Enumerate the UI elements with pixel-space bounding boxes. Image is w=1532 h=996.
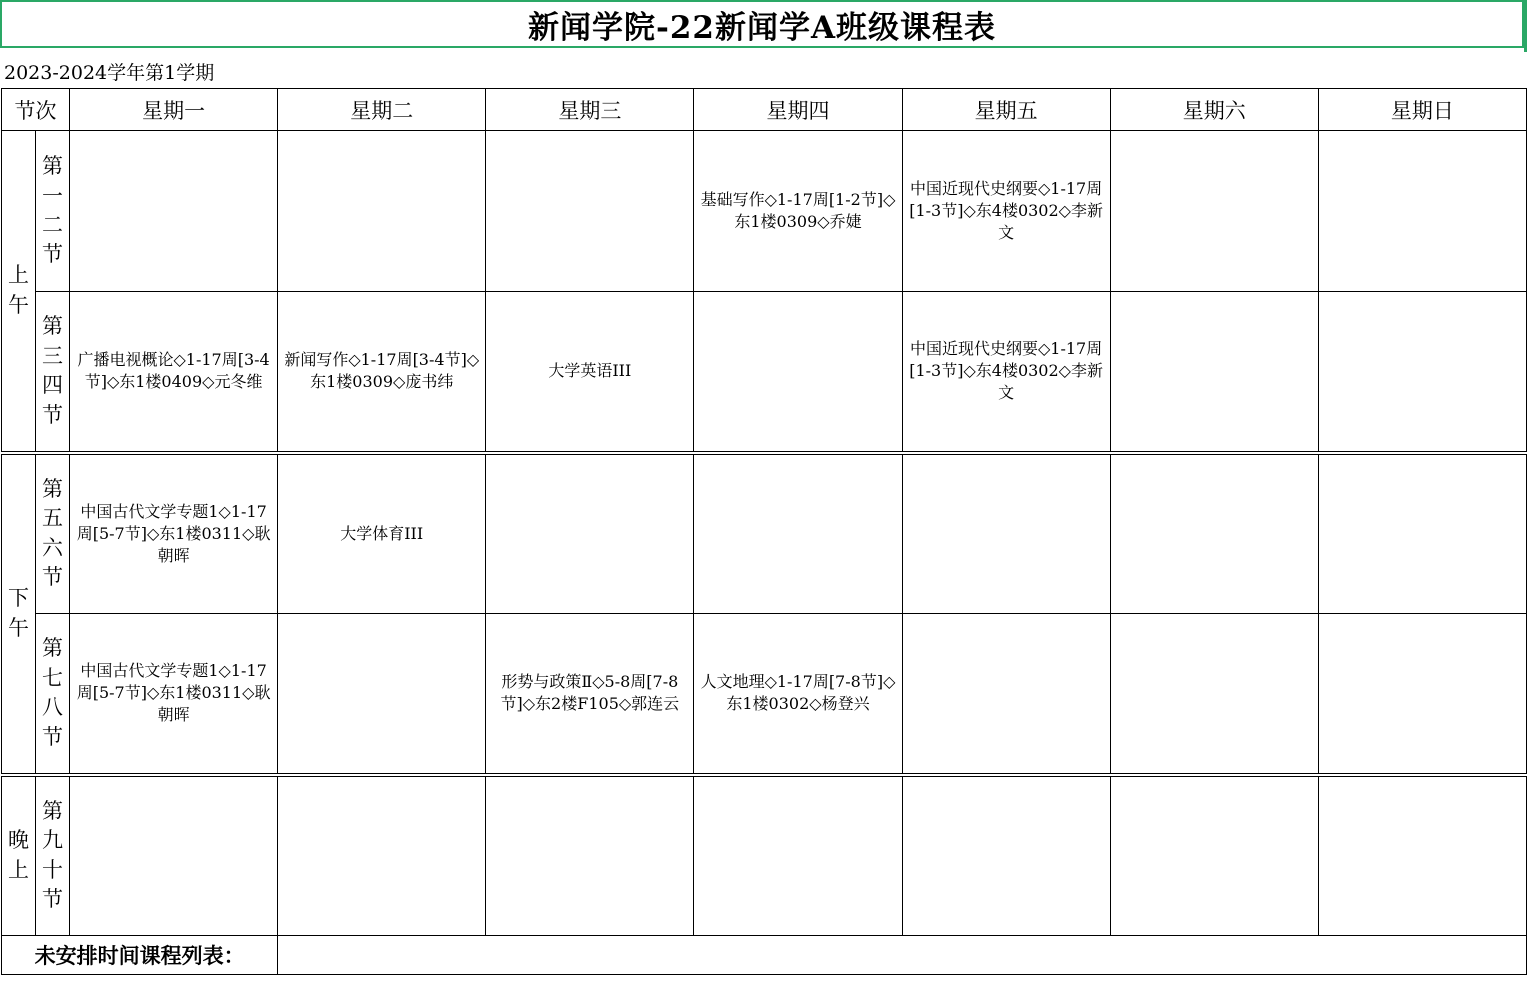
course-cell[interactable]	[1318, 614, 1526, 775]
vertical-label	[2, 826, 35, 885]
course-cell[interactable]: 人文地理◇1-17周[7-8节]◇东1楼0302◇杨登兴	[694, 614, 902, 775]
vertical-label-char: 四	[42, 373, 64, 398]
vertical-label	[36, 797, 69, 915]
vertical-label-char: 上	[8, 857, 29, 882]
course-cell[interactable]: 基础写作◇1-17周[1-2节]◇东1楼0309◇乔婕	[694, 131, 902, 292]
vertical-label-char: 第	[42, 314, 64, 339]
vertical-label-char: 六	[42, 535, 64, 560]
course-cell[interactable]	[486, 775, 694, 936]
table-row	[2, 292, 1527, 453]
vertical-label-char: 九	[42, 828, 64, 853]
section-afternoon	[2, 453, 36, 775]
vertical-label-char: 上	[8, 263, 29, 288]
vertical-label-char: 五	[42, 506, 64, 531]
vertical-label-char: 节	[42, 887, 64, 912]
course-cell[interactable]	[694, 453, 902, 614]
course-cell[interactable]	[1318, 775, 1526, 936]
course-cell[interactable]	[486, 453, 694, 614]
day-header: 星期二	[278, 89, 486, 131]
header-row	[2, 89, 1527, 131]
course-cell[interactable]	[1110, 131, 1318, 292]
course-cell[interactable]	[278, 614, 486, 775]
course-cell[interactable]	[902, 453, 1110, 614]
vertical-label	[2, 261, 35, 320]
term-label: 2023-2024学年第1学期	[4, 62, 215, 84]
section-evening	[2, 775, 36, 936]
course-cell[interactable]	[1318, 131, 1526, 292]
vertical-label-char: 第	[42, 154, 64, 179]
course-cell[interactable]	[694, 292, 902, 453]
vertical-label-char: 一	[42, 183, 64, 208]
day-header: 星期六	[1110, 89, 1318, 131]
vertical-label	[2, 584, 35, 643]
timetable	[1, 88, 1527, 975]
unscheduled-list[interactable]	[278, 936, 1527, 975]
section-morning	[2, 131, 36, 453]
vertical-label-char: 三	[42, 343, 64, 368]
period-label	[36, 292, 70, 453]
course-cell[interactable]	[694, 775, 902, 936]
course-cell[interactable]: 大学体育III	[278, 453, 486, 614]
course-cell[interactable]: 中国近现代史纲要◇1-17周[1-3节]◇东4楼0302◇李新文	[902, 131, 1110, 292]
course-cell[interactable]	[1318, 453, 1526, 614]
unscheduled-label: 未安排时间课程列表：	[2, 936, 278, 975]
vertical-label-char: 第	[42, 798, 64, 823]
vertical-label-char: 节	[42, 724, 64, 749]
vertical-label-char: 午	[8, 292, 29, 317]
vertical-label-char: 下	[8, 586, 29, 611]
course-cell[interactable]: 形势与政策Ⅱ◇5-8周[7-8节]◇东2楼F105◇郭连云	[486, 614, 694, 775]
course-cell[interactable]: 大学英语III	[486, 292, 694, 453]
day-header: 星期四	[694, 89, 902, 131]
course-cell[interactable]: 广播电视概论◇1-17周[3-4节]◇东1楼0409◇元冬维	[70, 292, 278, 453]
course-cell[interactable]	[902, 775, 1110, 936]
vertical-label	[36, 312, 69, 430]
day-header: 星期日	[1318, 89, 1526, 131]
course-cell[interactable]: 新闻写作◇1-17周[3-4节]◇东1楼0309◇庞书纬	[278, 292, 486, 453]
course-cell[interactable]	[278, 131, 486, 292]
vertical-label-char: 第	[42, 476, 64, 501]
period-label	[36, 131, 70, 292]
course-cell[interactable]: 中国古代文学专题1◇1-17周[5-7节]◇东1楼0311◇耿朝晖	[70, 614, 278, 775]
page-title: 新闻学院-22新闻学A班级课程表	[0, 0, 1524, 48]
course-cell[interactable]	[902, 614, 1110, 775]
day-header: 星期三	[486, 89, 694, 131]
vertical-label	[36, 152, 69, 270]
course-cell[interactable]: 中国近现代史纲要◇1-17周[1-3节]◇东4楼0302◇李新文	[902, 292, 1110, 453]
course-cell[interactable]	[70, 775, 278, 936]
period-label	[36, 453, 70, 614]
unscheduled-row	[2, 936, 1527, 975]
vertical-label-char: 晚	[8, 828, 29, 853]
period-label	[36, 775, 70, 936]
course-cell[interactable]	[278, 775, 486, 936]
course-cell[interactable]	[1318, 292, 1526, 453]
course-cell[interactable]	[486, 131, 694, 292]
table-row	[2, 614, 1527, 775]
vertical-label-char: 节	[42, 402, 64, 427]
table-row	[2, 775, 1527, 936]
vertical-label-char: 十	[42, 857, 64, 882]
period-header: 节次	[2, 89, 70, 131]
vertical-label-char: 第	[42, 636, 64, 661]
course-cell[interactable]	[1110, 292, 1318, 453]
vertical-label	[36, 475, 69, 593]
course-cell[interactable]	[70, 131, 278, 292]
vertical-label	[36, 634, 69, 752]
table-row	[2, 453, 1527, 614]
day-header: 星期一	[70, 89, 278, 131]
vertical-label-char: 节	[42, 565, 64, 590]
vertical-label-char: 七	[42, 665, 64, 690]
course-cell[interactable]	[1110, 775, 1318, 936]
vertical-label-char: 二	[42, 213, 64, 237]
course-cell[interactable]	[1110, 614, 1318, 775]
period-label	[36, 614, 70, 775]
vertical-label-char: 节	[42, 242, 64, 267]
vertical-label-char: 午	[8, 615, 29, 640]
cell-selection-edge	[1524, 0, 1527, 52]
table-row	[2, 131, 1527, 292]
day-header: 星期五	[902, 89, 1110, 131]
course-cell[interactable]: 中国古代文学专题1◇1-17周[5-7节]◇东1楼0311◇耿朝晖	[70, 453, 278, 614]
course-cell[interactable]	[1110, 453, 1318, 614]
vertical-label-char: 八	[42, 695, 64, 720]
